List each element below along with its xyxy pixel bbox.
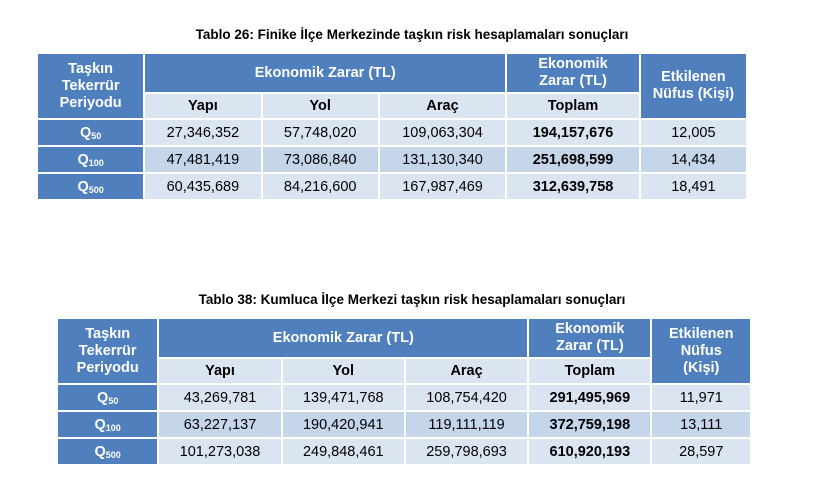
cell-nufus: 18,491 [641,174,746,199]
cell-yapi: 60,435,689 [145,174,260,199]
row-period-q500: $Q_{500}$ [38,174,143,199]
row-period-q50: $Q_{50}$ [58,385,157,410]
row-period-q50: $Q_{50}$ [38,120,143,145]
cell-yol: 249,848,461 [283,439,404,464]
table-row [38,174,746,199]
cell-yol: 190,420,941 [283,412,404,437]
cell-arac: 131,130,340 [380,147,505,172]
header-economic-total: Ekonomik Zarar (TL) [529,319,650,357]
header-period: Taşkın Tekerrür Periyodu [38,54,143,118]
table-row [38,147,746,172]
header-economic-total: Ekonomik Zarar (TL) [507,54,639,92]
cell-yol: 84,216,600 [263,174,378,199]
cell-yapi: 27,346,352 [145,120,260,145]
subheader-toplam: Toplam [507,94,639,118]
table-row [58,412,750,437]
cell-yapi: 43,269,781 [159,385,280,410]
subheader-yapi: Yapı [145,94,260,118]
kumluca-risk-table [56,317,752,466]
cell-toplam: 251,698,599 [507,147,639,172]
cell-nufus: 12,005 [641,120,746,145]
subheader-yapi: Yapı [159,359,280,383]
cell-nufus: 13,111 [652,412,750,437]
cell-arac: 108,754,420 [406,385,527,410]
cell-toplam: 312,639,758 [507,174,639,199]
cell-yapi: 63,227,137 [159,412,280,437]
cell-yapi: 101,273,038 [159,439,280,464]
table-row [38,120,746,145]
cell-arac: 119,111,119 [406,412,527,437]
header-affected-population: Etkilenen Nüfus (Kişi) [652,319,750,383]
cell-toplam: 194,157,676 [507,120,639,145]
cell-arac: 167,987,469 [380,174,505,199]
cell-yapi: 47,481,419 [145,147,260,172]
header-affected-population: Etkilenen Nüfus (Kişi) [641,54,746,118]
subheader-arac: Araç [380,94,505,118]
header-economic-damage: Ekonomik Zarar (TL) [145,54,505,92]
header-period: Taşkın Tekerrür Periyodu [58,319,157,383]
cell-yol: 139,471,768 [283,385,404,410]
table-row [58,385,750,410]
table1-caption: Tablo 26: Finike İlçe Merkezinde taşkın risk hesaplamaları sonuçları [195,27,629,42]
finike-risk-table [36,52,748,201]
cell-toplam: 372,759,198 [529,412,650,437]
cell-yol: 57,748,020 [263,120,378,145]
header-economic-damage: Ekonomik Zarar (TL) [159,319,527,357]
cell-nufus: 14,434 [641,147,746,172]
cell-arac: 259,798,693 [406,439,527,464]
subheader-yol: Yol [263,94,378,118]
table2-caption: Tablo 38: Kumluca İlçe Merkezi taşkın risk hesaplamaları sonuçları [198,292,626,307]
row-period-q100: $Q_{100}$ [58,412,157,437]
subheader-yol: Yol [283,359,404,383]
table-row [58,439,750,464]
cell-nufus: 11,971 [652,385,750,410]
cell-yol: 73,086,840 [263,147,378,172]
cell-nufus: 28,597 [652,439,750,464]
subheader-arac: Araç [406,359,527,383]
subheader-toplam: Toplam [529,359,650,383]
cell-toplam: 610,920,193 [529,439,650,464]
row-period-q100: $Q_{100}$ [38,147,143,172]
cell-arac: 109,063,304 [380,120,505,145]
cell-toplam: 291,495,969 [529,385,650,410]
row-period-q500: $Q_{500}$ [58,439,157,464]
